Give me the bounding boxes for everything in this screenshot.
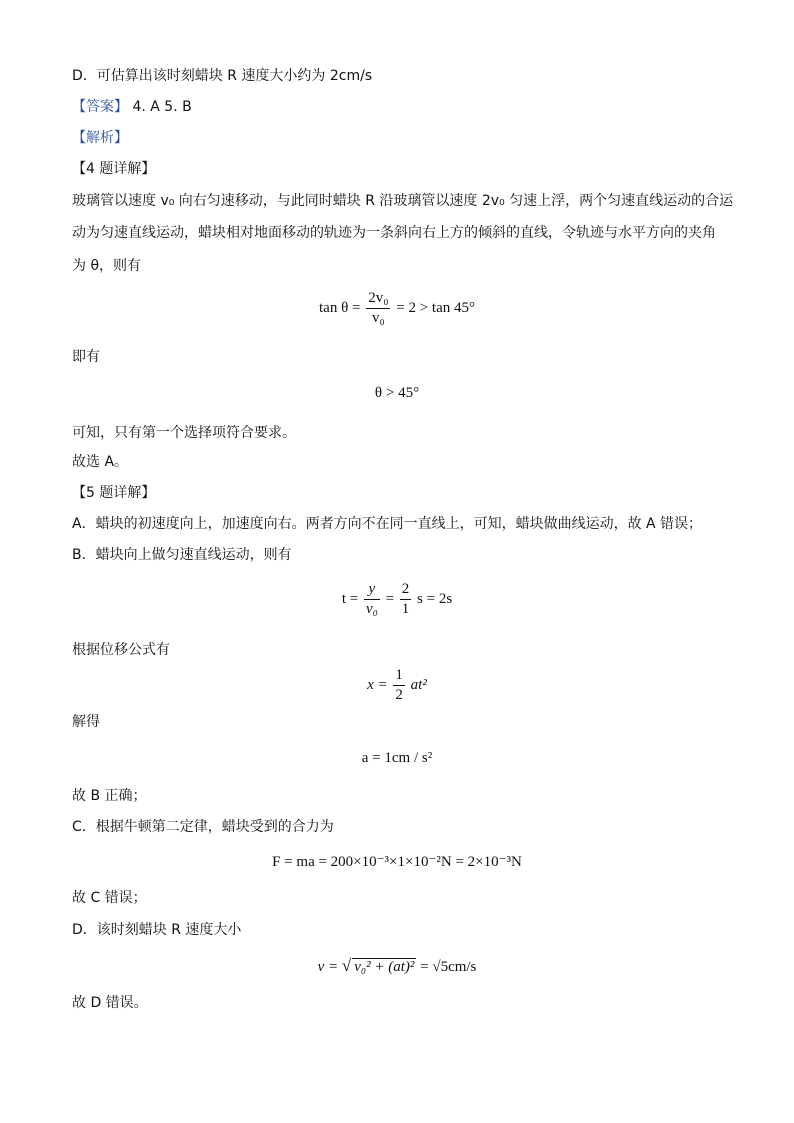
q4-paragraph-1: 玻璃管以速度 v₀ 向右匀速移动，与此同时蜡块 R 沿玻璃管以速度 2v₀ 匀速上浮，两个匀速直线运动的合运 <box>72 193 734 209</box>
formula-4-denominator: 2 <box>395 687 403 703</box>
formula-7-lhs: v = <box>317 959 339 975</box>
formula-3-lhs: t = <box>341 590 359 607</box>
q5-option-b-4: 故 B 正确； <box>72 788 147 804</box>
formula-3-denominator-1: v₀ <box>365 601 378 617</box>
q5-option-c: C．根据牛顿第二定律，蜡块受到的合力为 <box>72 819 334 835</box>
q5-option-c-2: 故 C 错误； <box>72 890 147 906</box>
answer-text: 4. A 5. B <box>132 99 192 115</box>
option-d: D．可估算出该时刻蜡块 R 速度大小约为 2cm/s <box>72 68 373 84</box>
formula-1-fraction <box>366 289 390 328</box>
formula-1-denominator: v₀ <box>372 310 385 326</box>
answer-line <box>72 97 192 117</box>
sqrt-sign-icon: √ <box>341 956 352 975</box>
formula-time <box>0 580 794 619</box>
formula-acceleration: a = 1cm / s² <box>361 750 433 766</box>
answer-tag: 【答案】 <box>72 99 128 115</box>
formula-force: F = ma = 200×10⁻³×1×10⁻²N = 2×10⁻³N <box>272 854 522 870</box>
formula-4-numerator: 1 <box>393 666 405 686</box>
formula-3-rhs: s = 2s <box>417 590 453 607</box>
analysis-tag: 【解析】 <box>72 130 128 146</box>
formula-1-numerator: 2v₀ <box>366 289 390 309</box>
q5-option-b-3: 解得 <box>72 714 100 730</box>
q5-option-a: A．蜡块的初速度向上，加速度向右。两者方向不在同一直线上，可知，蜡块做曲线运动，故 A 错误； <box>72 516 703 532</box>
formula-3-denominator-2: 1 <box>401 601 410 617</box>
formula-3-fraction-1 <box>364 580 380 619</box>
q5-option-d-2: 故 D 错误。 <box>72 995 148 1011</box>
q5-heading: 【5 题详解】 <box>72 485 156 501</box>
formula-3-fraction-2 <box>400 580 412 619</box>
formula-1-rhs: = 2 > tan 45° <box>396 299 475 316</box>
formula-1-lhs: tan θ = <box>319 299 361 316</box>
q5-option-b: B．蜡块向上做匀速直线运动，则有 <box>72 547 292 563</box>
q4-paragraph-5: 可知，只有第一个选择项符合要求。 <box>72 425 296 441</box>
formula-3-equals: = <box>385 590 395 607</box>
q4-paragraph-2: 动为匀速直线运动，蜡块相对地面移动的轨迹为一条斜向右上方的倾斜的直线，令轨迹与水平方向的夹角 <box>72 225 716 241</box>
q4-heading: 【4 题详解】 <box>72 161 156 177</box>
formula-3-numerator-1: y <box>364 580 380 600</box>
formula-tan-theta <box>0 289 794 328</box>
q5-option-b-2: 根据位移公式有 <box>72 642 170 658</box>
formula-theta-gt-45: θ > 45° <box>374 385 420 401</box>
q4-paragraph-3: 为 θ，则有 <box>72 258 142 274</box>
formula-3-numerator-2: 2 <box>400 580 412 600</box>
formula-7-rhs: = √5cm/s <box>420 959 477 975</box>
formula-4-rhs: at² <box>410 676 427 693</box>
q4-paragraph-4: 即有 <box>72 349 100 365</box>
formula-4-lhs: x = <box>367 676 388 693</box>
formula-4-fraction <box>393 666 405 705</box>
q4-paragraph-6: 故选 A。 <box>72 454 129 470</box>
formula-7-radicand: v₀² + (at)² <box>354 959 415 975</box>
q5-option-d: D．该时刻蜡块 R 速度大小 <box>72 922 242 938</box>
formula-velocity <box>0 956 794 976</box>
formula-displacement <box>0 666 794 705</box>
